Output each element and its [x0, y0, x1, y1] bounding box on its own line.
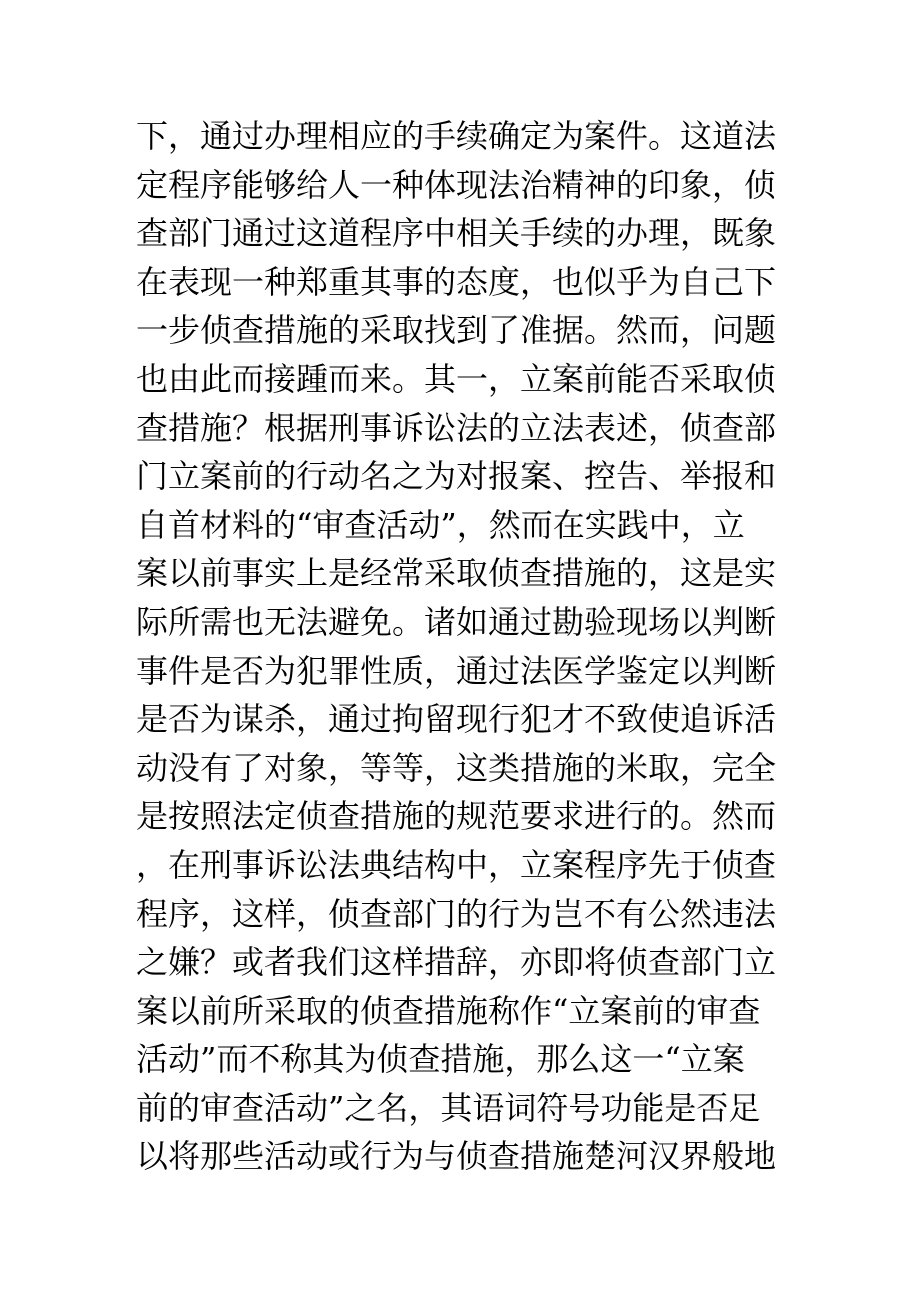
text-line: 事件是否为犯罪性质，通过法医学鉴定以判断 [136, 651, 777, 690]
text-line: 际所需也无法避免。诸如通过勘验现场以判断 [136, 602, 777, 641]
text-line: 是按照法定侦查措施的规范要求进行的。然而 [136, 797, 777, 836]
text-line: 下，通过办理相应的手续确定为案件。这道法 [136, 117, 777, 155]
text-line: 门立案前的行动名之为对报案、控告、举报和 [136, 457, 777, 496]
text-line: 是否为谋杀，通过拘留现行犯才不致使追诉活 [136, 700, 777, 739]
text-line: 自首材料的“审查活动”，然而在实践中，立 [136, 505, 745, 544]
text-line: 之嫌？或者我们这样措辞，亦即将侦查部门立 [136, 943, 777, 982]
text-line: 活动”而不称其为侦查措施，那么这一“立案 [136, 1040, 745, 1079]
text-line: 也由此而接踵而来。其一，立案前能否采取侦 [136, 359, 777, 398]
body-text [136, 112, 776, 1181]
text-line: 查部门通过这道程序中相关手续的办理，既象 [136, 214, 777, 253]
text-line: 案以前所采取的侦查措施称作“立案前的审查 [136, 991, 761, 1030]
text-line: 在表现一种郑重其事的态度，也似乎为自己下 [136, 262, 777, 301]
text-line: 以将那些活动或行为与侦查措施楚河汉界般地 [136, 1137, 777, 1176]
text-line: 案以前事实上是经常采取侦查措施的，这是实 [136, 554, 777, 593]
text-line: 查措施？根据刑事诉讼法的立法表述，侦查部 [136, 408, 777, 447]
text-line: 定程序能够给人一种体现法治精神的印象，侦 [136, 165, 777, 204]
text-line: 前的审查活动”之名，其语词符号功能是否足 [136, 1088, 761, 1127]
text-line: 动没有了对象，等等，这类措施的米取，完全 [136, 748, 777, 787]
text-line: ，在刑事诉讼法典结构中，立案程序先于侦查 [136, 845, 777, 884]
text-line: 程序，这样，侦查部门的行为岂不有公然违法 [136, 894, 777, 933]
text-line: 一步侦查措施的采取找到了准据。然而，问题 [136, 311, 777, 350]
